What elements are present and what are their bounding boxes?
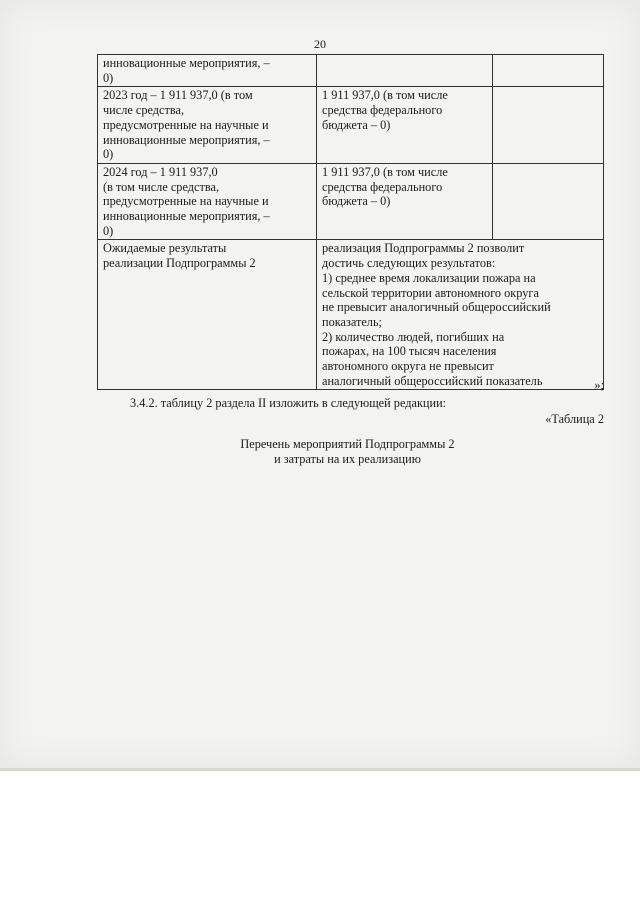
table-cell: 2023 год – 1 911 937,0 (в том числе средства, предусмотренные на научные и инновационные мероприятия, – 0): [98, 87, 317, 164]
page-number: 20: [314, 37, 326, 51]
results-label: Ожидаемые результаты реализации Подпрограммы 2: [98, 240, 317, 390]
table-cell: [493, 163, 604, 240]
table-row: [98, 87, 604, 164]
table-cell: 1 911 937,0 (в том числе средства федерального бюджета – 0): [317, 163, 493, 240]
results-row: [98, 240, 604, 390]
heading-line: и затраты на их реализацию: [274, 452, 421, 466]
table-cell: 1 911 937,0 (в том числе средства федерального бюджета – 0): [317, 87, 493, 164]
table-cell: [317, 55, 493, 87]
passport-table: [97, 54, 604, 390]
results-text: реализация Подпрограммы 2 позволит достичь следующих результатов: 1) среднее время локализации пожара на сельской территории автономного округа не превысит аналогичный общероссийский показатель; 2) количество людей, погибших на пожарах, на 100 тысяч населения автономного округа не превысит аналогичный общероссийский показатель: [317, 240, 604, 390]
section-heading: [120, 437, 575, 467]
table-cell: [493, 55, 604, 87]
heading-line: Перечень мероприятий Подпрограммы 2: [240, 437, 455, 451]
table-cell: [493, 87, 604, 164]
table-cell: инновационные мероприятия, – 0): [98, 55, 317, 87]
page-bottom-edge: [0, 768, 640, 771]
closing-quote: »;: [594, 378, 604, 392]
table-label: «Таблица 2: [545, 412, 604, 426]
table-row: [98, 163, 604, 240]
table-cell: 2024 год – 1 911 937,0 (в том числе средства, предусмотренные на научные и инновационные мероприятия, – 0): [98, 163, 317, 240]
table-row: [98, 55, 604, 87]
amendment-instruction: 3.4.2. таблицу 2 раздела II изложить в следующей редакции:: [130, 396, 447, 410]
